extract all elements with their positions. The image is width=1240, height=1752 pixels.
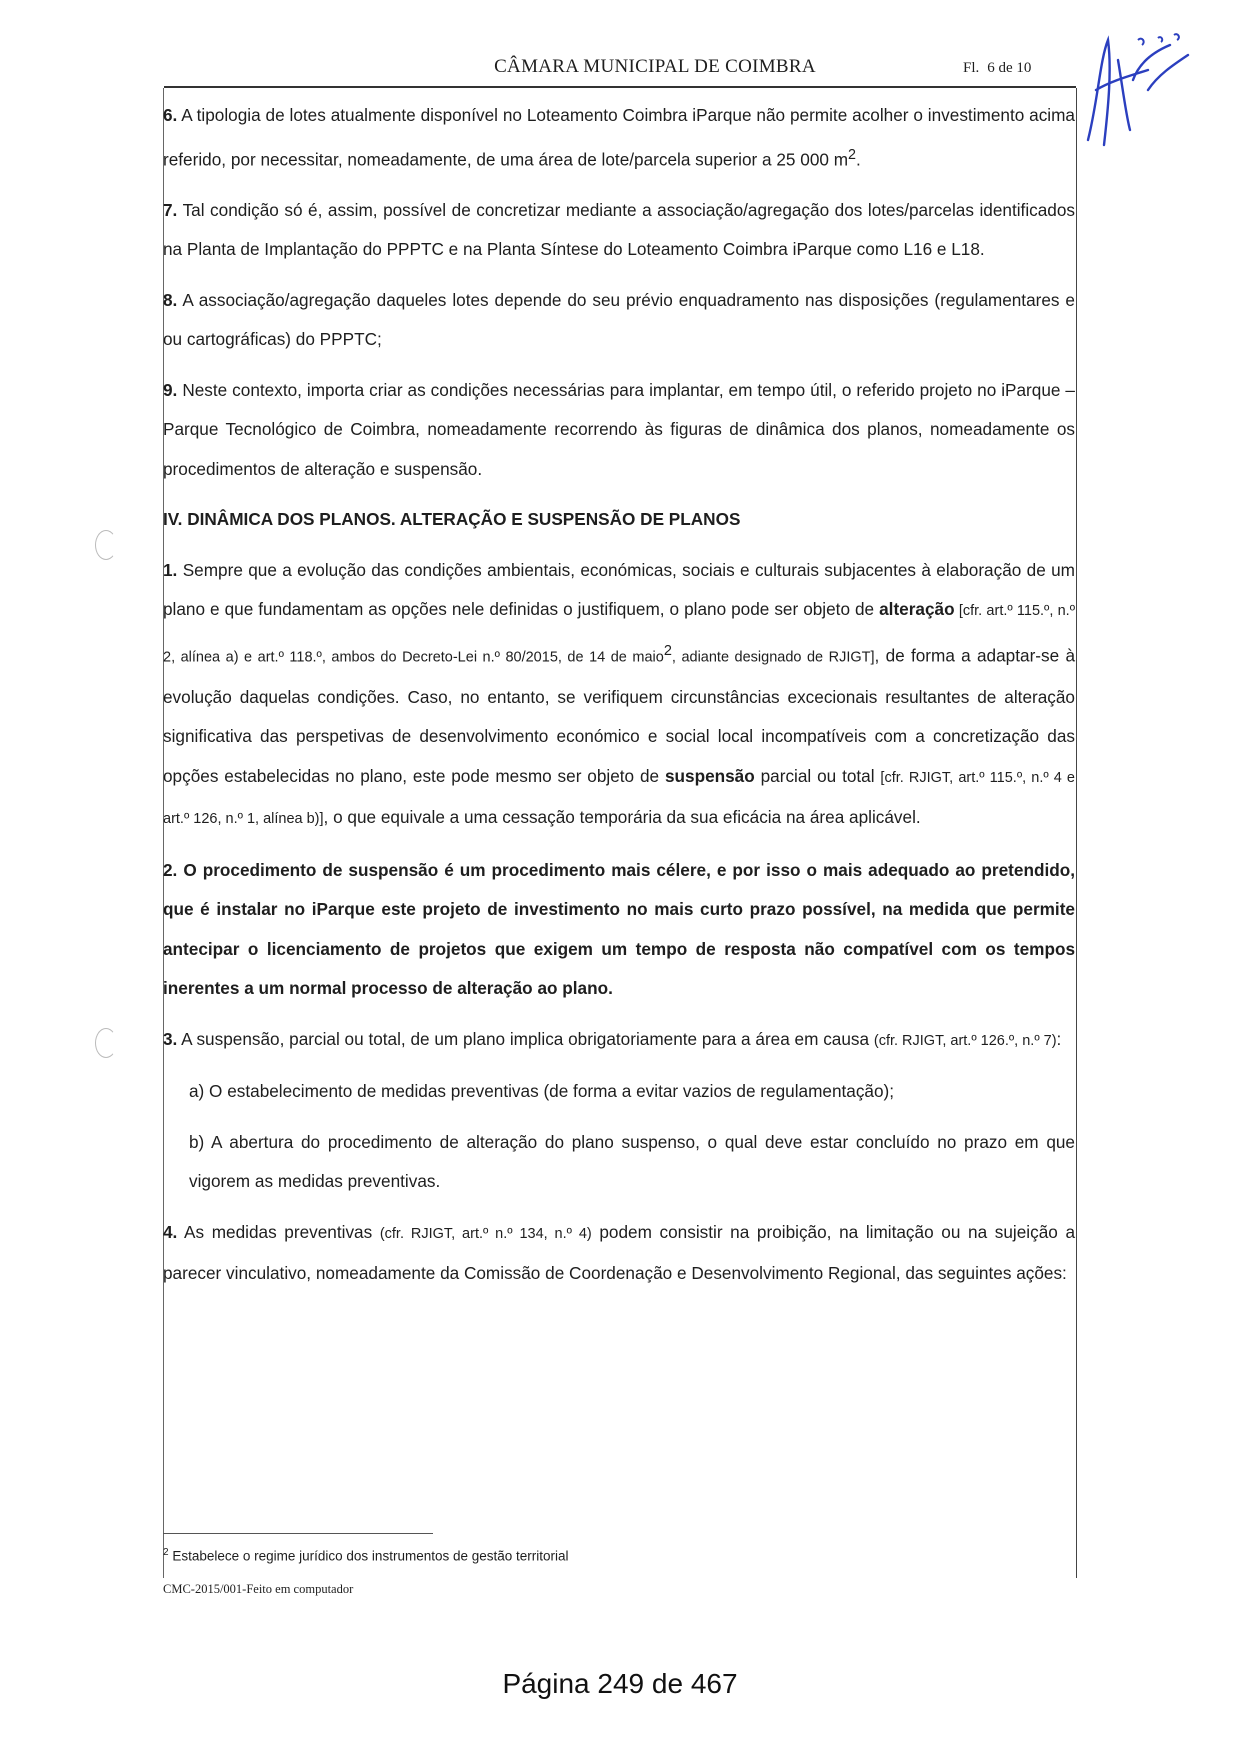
footnote: $^2$ Estabelece o regime jurídico dos instrumentos de gestão territorial	[163, 1547, 569, 1564]
folio-number: Fl. 6 de 10	[963, 60, 1032, 76]
paragraph-7: 7. Tal condição só é, assim, possível de concretizar mediante a associação/agregação dos lotes/parcelas identificados na Planta de Implantação do PPPTC e na Planta Síntese do Loteamento Coimbra iParque como L16 e L18.	[163, 199, 1076, 260]
punch-hole-lower	[95, 1028, 117, 1058]
paragraph-9: 9. Neste contexto, importa criar as condições necessárias para implantar, em tempo útil, o referido projeto no iParque – Parque Tecnológico de Coimbra, nomeadamente recorrendo às figuras de dinâmica dos planos, nomeadamente os procedimentos de alteração e suspensão.	[163, 379, 1075, 479]
document-code: CMC-2015/001-Feito em computador	[163, 1582, 354, 1596]
footnote-rule	[163, 1533, 433, 1534]
section-item-1: 1. Sempre que a evolução das condições ambientais, económicas, sociais e culturais subjacentes à elaboração de um plano e que fundamentam as opções nele definidas o justifiquem, o plano pode ser objeto de alteração [cfr. art.º 115.º, n.º 2, alínea a) e art.º 118.º, ambos do Decreto-Lei n.º 80/2015, de 14 de maio$^2$, adiante designado de RJIGT], de forma a adaptar-se à evolução daquelas condições. Caso, no entanto, se verifiquem circunstâncias excecionais resultantes de alteração significativa das perspetivas de desenvolvimento económico e social local incompatíveis com a concretização das opções estabelecidas no plano, este pode mesmo ser objeto de suspensão parcial ou total [cfr. RJIGT, art.º 115.º, n.º 4 e art.º 126, n.º 1, alínea b)], o que equivale a uma cessação temporária da sua eficácia na área aplicável.	[163, 559, 1075, 828]
section-item-3: 3. A suspensão, parcial ou total, de um plano implica obrigatoriamente para a área em causa (cfr. RJIGT, art.º 126.º, n.º 7):	[163, 1028, 1062, 1049]
punch-hole-upper	[95, 530, 117, 560]
page-header-title: CÂMARA MUNICIPAL DE COIMBRA	[494, 56, 816, 77]
section-heading: IV. DINÂMICA DOS PLANOS. ALTERAÇÃO E SUSPENSÃO DE PLANOS	[163, 509, 741, 530]
document-body	[163, 96, 1075, 1294]
handwritten-signature	[1078, 20, 1198, 160]
paragraph-6: 6. A tipologia de lotes atualmente disponível no Loteamento Coimbra iParque não permite acolher o investimento acima referido, por necessitar, nomeadamente, de uma área de lote/parcela superior a 25 000 $m^2$.	[163, 105, 1075, 170]
page-counter: Página 249 de 467	[502, 1668, 738, 1699]
paragraph-8: 8. A associação/agregação daqueles lotes depende do seu prévio enquadramento nas disposições (regulamentares e ou cartográficas) do PPPTC;	[163, 289, 1075, 350]
section-item-4: 4. As medidas preventivas (cfr. RJIGT, art.º n.º 134, n.º 4) podem consistir na proibição, na limitação ou na sujeição a parecer vinculativo, nomeadamente da Comissão de Coordenação e Desenvolvimento Regional, das seguintes ações:	[163, 1221, 1075, 1284]
section-item-3a: a) O estabelecimento de medidas preventivas (de forma a evitar vazios de regulamentação);	[189, 1081, 895, 1102]
section-item-2: 2. O procedimento de suspensão é um procedimento mais célere, e por isso o mais adequado ao pretendido, que é instalar no iParque este projeto de investimento no mais curto prazo possível, na medida que permite antecipar o licenciamento de projetos que exigem um tempo de resposta não compatível com os tempos inerentes a um normal processo de alteração ao plano.	[163, 859, 1075, 999]
section-item-3b: b) A abertura do procedimento de alteração do plano suspenso, o qual deve estar concluído no prazo em que vigorem as medidas preventivas.	[189, 1131, 1075, 1192]
